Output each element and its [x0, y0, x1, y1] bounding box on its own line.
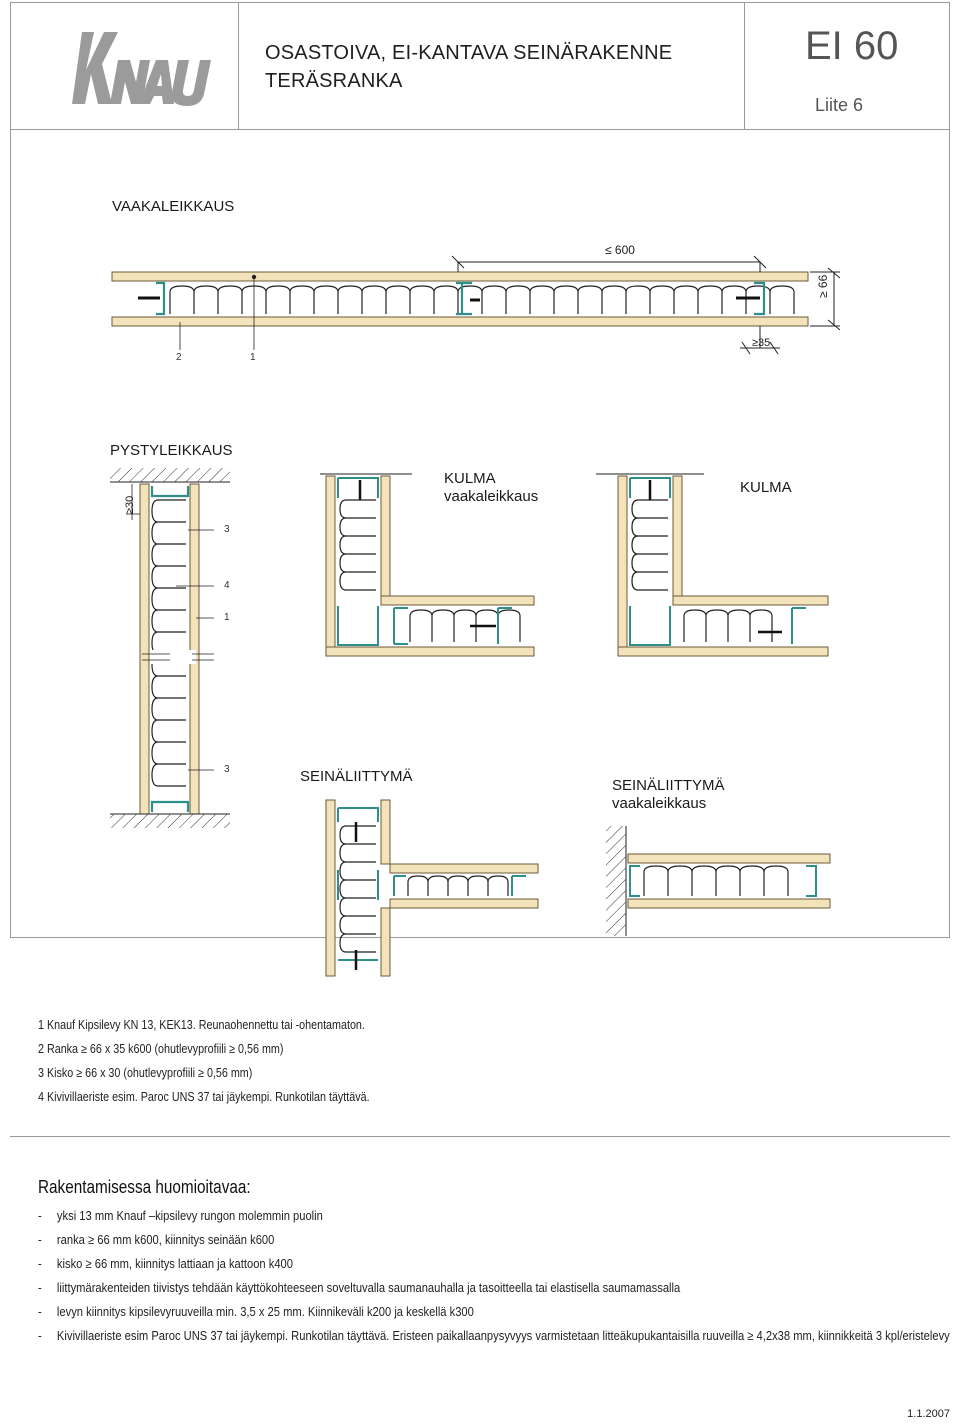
- document-title: OSASTOIVA, EI-KANTAVA SEINÄRAKENNE: [265, 42, 673, 64]
- corner-title: KULMA: [444, 470, 496, 487]
- board-top: [112, 272, 808, 281]
- corner-title-2: KULMA: [740, 479, 792, 496]
- legend-item: 4 Kivivillaeriste esim. Paroc UNS 37 tai jäykempi. Runkotilan täyttävä.: [38, 1090, 370, 1104]
- note-item: - ranka ≥ 66 mm k600, kiinnitys seinään k600: [38, 1232, 275, 1247]
- edge-dimension: ≥35: [752, 337, 771, 349]
- notes-divider: [10, 1136, 950, 1137]
- callout-track-bottom: 3: [224, 764, 230, 775]
- spacing-dimension: ≤ 600: [605, 243, 635, 257]
- wall-junction-title: SEINÄLIITTYMÄ: [300, 768, 413, 785]
- board-bottom: [112, 317, 808, 326]
- callout-insulation: 4: [224, 580, 230, 591]
- document-subtitle: TERÄSRANKA: [265, 70, 403, 92]
- corner-subtitle: vaakaleikkaus: [444, 488, 539, 505]
- note-item: - kisko ≥ 66 mm, kiinnitys lattiaan ja kattoon k400: [38, 1256, 293, 1271]
- note-item: - liittymärakenteiden tiivistys tehdään käyttökohteeseen soveltuvalla saumanauhalla ja tasoitteella tai elastisella saumamassalla: [38, 1280, 681, 1295]
- legend-item: 1 Knauf Kipsilevy KN 13, KEK13. Reunaohennettu tai -ohentamaton.: [38, 1018, 365, 1032]
- screws-horizontal: [138, 298, 760, 300]
- callout-board: 1: [250, 352, 256, 363]
- logo-label: KNAUF: [60, 22, 64, 23]
- top-gap-dimension: ≥30: [124, 495, 136, 514]
- thickness-dimension: ≥ 66: [816, 274, 830, 298]
- wall-junction-section-2: [606, 826, 830, 936]
- note-item: - yksi 13 mm Knauf –kipsilevy rungon molemmin puolin: [38, 1208, 323, 1223]
- wall-junction-section: [326, 800, 538, 976]
- dimension-600: [452, 256, 766, 272]
- callout-stud: 2: [176, 352, 182, 363]
- legend-item: 3 Kisko ≥ 66 x 30 (ohutlevyprofiili ≥ 0,56 mm): [38, 1066, 253, 1080]
- callout-board-vertical: 1: [224, 612, 230, 623]
- horizontal-section-drawing: [112, 256, 840, 354]
- corner-section-2: [596, 474, 828, 656]
- note-item: - Kivivillaeriste esim Paroc UNS 37 tai jäykempi. Runkotilan täyttävä. Eristeen paikallaanpysyvyys varmistetaan litteäkupukantaisilla ruuveilla ≥ 4,2x38 mm, kiinnikkeitä 3 kpl/eristelevy: [38, 1328, 950, 1343]
- document-date: 1.1.2007: [907, 1408, 950, 1420]
- fire-class-code: EI 60: [805, 24, 899, 68]
- notes-title: Rakentamisessa huomioitavaa:: [38, 1177, 251, 1197]
- appendix-label: Liite 6: [815, 95, 864, 115]
- horizontal-section-title: VAAKALEIKKAUS: [112, 198, 235, 215]
- wall-junction-title-2: SEINÄLIITTYMÄ: [612, 777, 725, 794]
- callout-track-top: 3: [224, 524, 230, 535]
- note-item: - levyn kiinnitys kipsilevyruuveilla min. 3,5 x 25 mm. Kiinnikeväli k200 ja keskellä k300: [38, 1304, 474, 1319]
- legend-item: 2 Ranka ≥ 66 x 35 k600 (ohutlevyprofiili ≥ 0,56 mm): [38, 1042, 284, 1056]
- vertical-section-drawing: [110, 468, 230, 828]
- wall-junction-subtitle-2: vaakaleikkaus: [612, 795, 707, 812]
- insulation-wave-horizontal: [170, 286, 794, 314]
- vertical-section-title: PYSTYLEIKKAUS: [110, 442, 233, 459]
